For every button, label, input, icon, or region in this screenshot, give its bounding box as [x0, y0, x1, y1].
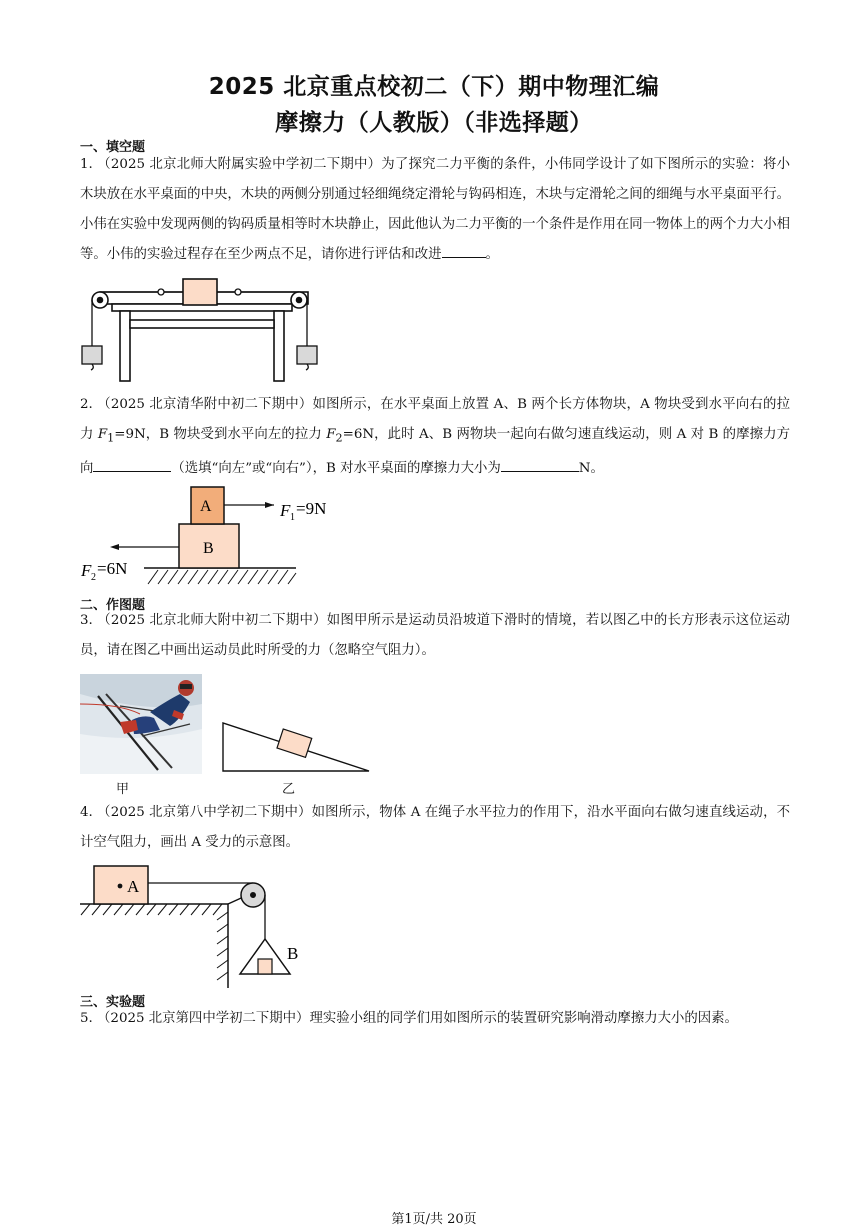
question-2-text-5: N。: [578, 460, 604, 476]
question-3-text: 3. （2025 北京北师大附中初二下期中）如图甲所示是运动员沿坡道下滑时的情境，若以图乙中的长方形表示这位运动员，请在图乙中画出运动员此时所受的力（忽略空气阻力）。: [80, 613, 790, 658]
question-1: [80, 150, 790, 270]
question-2: [80, 390, 790, 484]
f1-arrowhead: [265, 502, 274, 508]
page-footer: 第1页/共 20页: [391, 1212, 477, 1227]
wood-block: [183, 279, 217, 305]
answer-blank-direction[interactable]: [93, 457, 171, 472]
question-5-text: 5. （2025 北京第四中学初二下期中）理实验小组的同学们用如图所示的装置研究影响滑动摩擦力大小的因素。: [80, 1011, 738, 1026]
f1-label: F: [280, 501, 291, 520]
section-heading-drawing: 二、作图题: [80, 598, 146, 613]
f1-subscript-label: 1: [290, 512, 295, 523]
question-3: [80, 606, 790, 666]
section-heading-experiment: 三、实验题: [80, 995, 146, 1010]
f2-arrowhead: [110, 544, 119, 550]
f2-value: =6N: [97, 559, 128, 578]
answer-blank-friction[interactable]: [501, 457, 579, 472]
page-title: 2025 北京重点校初二（下）期中物理汇编: [208, 74, 660, 100]
block-a-label: A: [127, 877, 140, 896]
question-2-text-1: 2. （2025 北京清华附中初二下期中）如图所示，在水平桌面上放置 A、B 两个长方体物块，A 物块受到水平向右的拉力: [80, 397, 790, 442]
question-2-text-3: =6N，此时 A、B 两物块一起向右做匀速直线运动，则 A 对 B 的摩擦力方向: [80, 427, 791, 476]
f2-symbol: F: [326, 427, 336, 442]
question-5: [80, 1004, 790, 1034]
question-2-text-4: （选填“向左”或“向右”），B 对水平桌面的摩擦力大小为: [171, 460, 501, 476]
f2-subscript-label: 2: [91, 572, 96, 583]
f1-symbol: F: [97, 427, 108, 442]
page-subtitle: 摩擦力（人教版）（非选择题）: [275, 110, 593, 136]
question-4: [80, 798, 790, 858]
section-heading-fill-blank: 一、填空题: [80, 140, 146, 155]
weight-right: [297, 346, 317, 364]
block-b-label: B: [203, 540, 214, 557]
figure-pulley-table: [78, 278, 328, 388]
weight-left: [82, 346, 102, 364]
f1-value: =9N: [296, 499, 327, 518]
block-b-label: B: [287, 944, 299, 963]
f1-subscript: 1: [107, 431, 115, 445]
figure-slope: [220, 718, 370, 774]
figure-rope-pulley: [78, 862, 308, 990]
caption-jia: 甲: [116, 782, 130, 797]
f2-label: F: [81, 561, 92, 580]
f2-subscript: 2: [335, 431, 343, 445]
question-1-text: 1. （2025 北京北师大附属实验中学初二下期中）为了探究二力平衡的条件，小伟同学设计了如下图所示的实验：将小木块放在水平桌面的中央，木块的两侧分别通过轻细绳绕定滑轮与钩码相连，木块与定滑轮之间的细绳与水平桌面平行。小伟在实验中发现两侧的钩码质量相等时木块静止，因此他认为二力平衡的一个条件是作用在同一物体上的两个力大小相等。小伟的实验过程存在至少两点不足，请你进行评估和改进: [80, 157, 790, 262]
question-1-end: 。: [485, 247, 499, 262]
block-b: [258, 959, 272, 974]
caption-yi: 乙: [282, 782, 296, 797]
question-4-text: 4. （2025 北京第八中学初二下期中）如图所示，物体 A 在绳子水平拉力的作用下，沿水平面向右做匀速直线运动，不计空气阻力，画出 A 受力的示意图。: [80, 805, 790, 850]
figure-stacked-blocks: [78, 484, 340, 592]
question-2-text-2: =9N，B 物块受到水平向左的拉力: [114, 427, 327, 442]
skier-photo: [80, 674, 202, 774]
block-a-label: A: [200, 498, 212, 515]
answer-blank[interactable]: [442, 243, 486, 258]
